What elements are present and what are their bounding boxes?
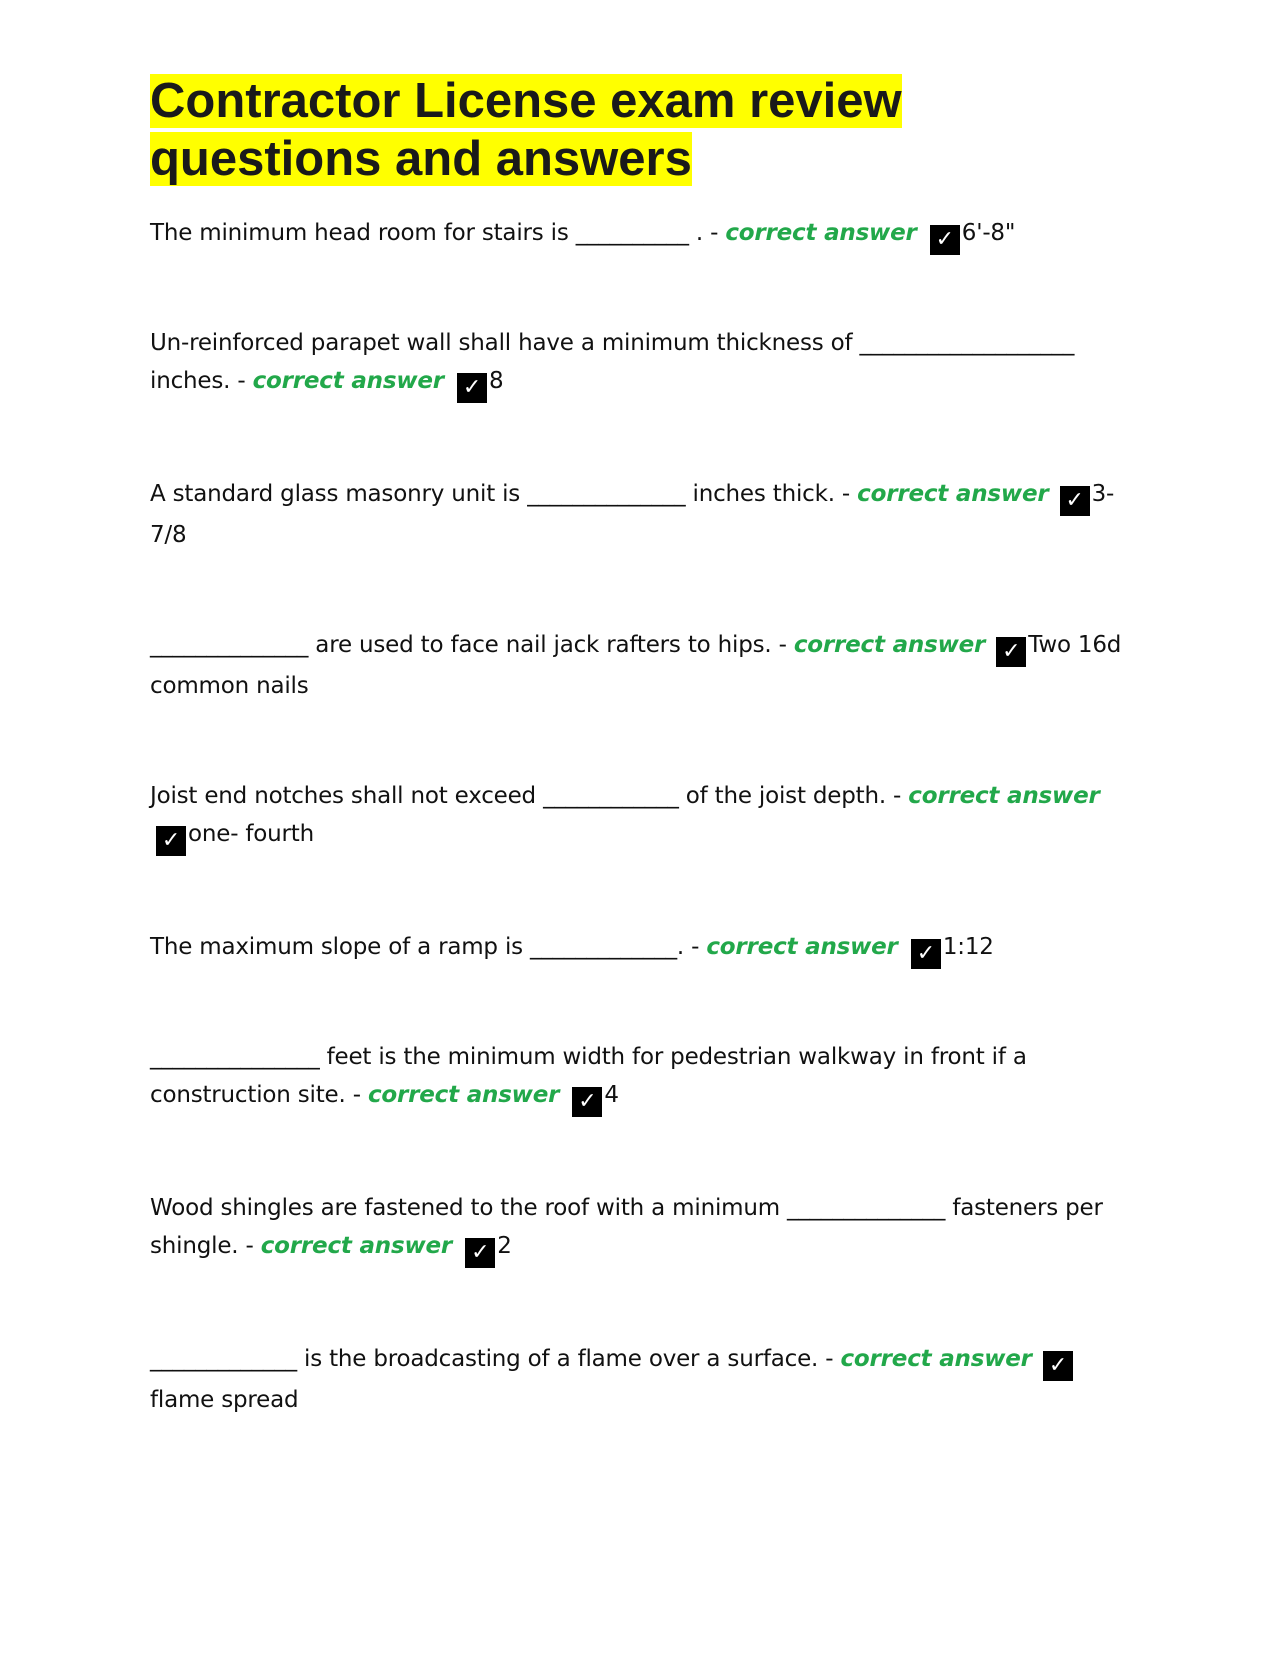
qa-item-9	[150, 1340, 1130, 1419]
question-text: ______________ are used to face nail jack rafters to hips. -	[150, 632, 787, 658]
answer-text: 3- 7/8	[150, 481, 1115, 548]
qa-item-3	[150, 475, 1130, 554]
correct-answer-label: correct answer	[840, 1346, 1032, 1372]
answer-text: flame spread	[150, 1387, 299, 1413]
question-text: Joist end notches shall not exceed ____________ of the joist depth. -	[150, 783, 902, 809]
qa-item-2	[150, 324, 1130, 403]
question-text: Wood shingles are fastened to the roof with a minimum ______________ fasteners per shingle. -	[150, 1195, 1103, 1259]
title-line-1: Contractor License exam review	[150, 74, 902, 128]
check-box-icon: ✓	[465, 1238, 495, 1268]
correct-answer-label: correct answer	[706, 934, 898, 960]
qa-item-6	[150, 928, 1130, 969]
answer-text: 4	[604, 1082, 619, 1108]
question-text: _______________ feet is the minimum width for pedestrian walkway in front if a construction site. -	[150, 1044, 1027, 1108]
check-box-icon: ✓	[572, 1087, 602, 1117]
check-box-icon: ✓	[930, 225, 960, 255]
question-text: The maximum slope of a ramp is _____________. -	[150, 934, 700, 960]
check-box-icon: ✓	[156, 826, 186, 856]
check-box-icon: ✓	[457, 373, 487, 403]
answer-text: 6'-8"	[961, 220, 1016, 246]
check-box-icon: ✓	[1060, 486, 1090, 516]
qa-item-8	[150, 1189, 1130, 1268]
check-box-icon: ✓	[1043, 1351, 1073, 1381]
page-title	[150, 72, 1130, 188]
answer-text: Two 16d common nails	[150, 632, 1122, 699]
correct-answer-label: correct answer	[260, 1233, 453, 1259]
correct-answer-label: correct answer	[793, 632, 986, 658]
correct-answer-label: correct answer	[367, 1082, 560, 1108]
question-text: The minimum head room for stairs is __________ . -	[150, 220, 719, 246]
question-text: Un-reinforced parapet wall shall have a minimum thickness of ___________________ inches. -	[150, 330, 1075, 394]
answer-text: 1:12	[942, 934, 994, 960]
qa-item-4	[150, 626, 1130, 705]
check-box-icon: ✓	[996, 637, 1026, 667]
correct-answer-label: correct answer	[908, 783, 1100, 809]
title-line-2: questions and answers	[150, 132, 692, 186]
correct-answer-label: correct answer	[252, 368, 444, 394]
answer-text: 8	[489, 368, 504, 394]
qa-item-7	[150, 1038, 1130, 1117]
correct-answer-label: correct answer	[857, 481, 1049, 507]
qa-item-1	[150, 214, 1130, 255]
question-text: A standard glass masonry unit is ______________ inches thick. -	[150, 481, 851, 507]
answer-text: one- fourth	[188, 821, 315, 847]
check-box-icon: ✓	[911, 939, 941, 969]
question-text: _____________ is the broadcasting of a flame over a surface. -	[150, 1346, 834, 1372]
answer-text: 2	[497, 1233, 512, 1259]
correct-answer-label: correct answer	[725, 220, 917, 246]
qa-item-5	[150, 777, 1130, 856]
